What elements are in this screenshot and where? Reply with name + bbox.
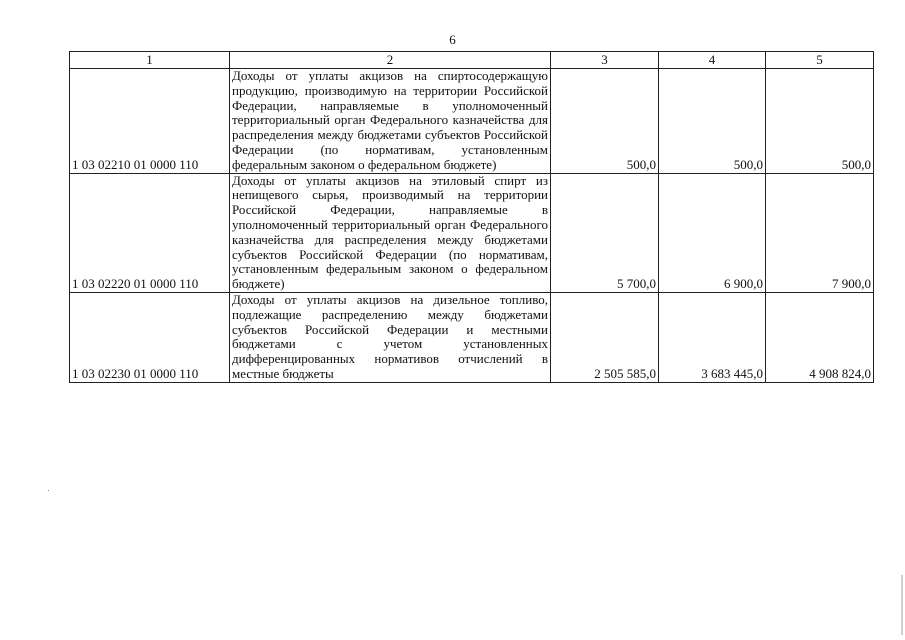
scan-speck <box>48 490 49 491</box>
row-description: Доходы от уплаты акцизов на спиртосодержащую продукцию, производимую на территории Российской Федерации, направляемые в уполномоченный территориальный орган Федерального казначейства для распределения между бюджетами субъектов Российской Федерации (по нормативам, установленным федеральным законом о федеральном бюджете) <box>230 69 551 174</box>
row-description: Доходы от уплаты акцизов на этиловый спирт из непищевого сырья, производимый на территории Российской Федерации, направляемые в уполномоченный территориальный орган Федерального казначейства для распределения между бюджетами субъектов Российской Федерации (по нормативам, установленным федеральным законом о федеральном бюджете) <box>230 173 551 292</box>
column-header-2: 2 <box>230 52 551 69</box>
row-value-col5: 4 908 824,0 <box>766 292 874 382</box>
row-value-col4: 3 683 445,0 <box>659 292 766 382</box>
row-value-col4: 6 900,0 <box>659 173 766 292</box>
row-value-col5: 500,0 <box>766 69 874 174</box>
column-header-4: 4 <box>659 52 766 69</box>
column-header-3: 3 <box>551 52 659 69</box>
row-description: Доходы от уплаты акцизов на дизельное топливо, подлежащие распределению между бюджетами субъектов Российской Федерации и местными бюджетами с учетом установленных дифференцированных нормативов отчислений в местные бюджеты <box>230 292 551 382</box>
table-row <box>70 69 874 174</box>
row-code: 1 03 02230 01 0000 110 <box>70 292 230 382</box>
page-number: 6 <box>449 32 456 47</box>
budget-table <box>69 51 874 383</box>
table-header-row <box>70 52 874 69</box>
row-value-col3: 2 505 585,0 <box>551 292 659 382</box>
row-code: 1 03 02220 01 0000 110 <box>70 173 230 292</box>
scan-edge-shadow <box>901 575 903 635</box>
row-value-col3: 5 700,0 <box>551 173 659 292</box>
row-value-col5: 7 900,0 <box>766 173 874 292</box>
row-value-col3: 500,0 <box>551 69 659 174</box>
column-header-5: 5 <box>766 52 874 69</box>
row-value-col4: 500,0 <box>659 69 766 174</box>
row-code: 1 03 02210 01 0000 110 <box>70 69 230 174</box>
table-row <box>70 173 874 292</box>
table-row <box>70 292 874 382</box>
column-header-1: 1 <box>70 52 230 69</box>
